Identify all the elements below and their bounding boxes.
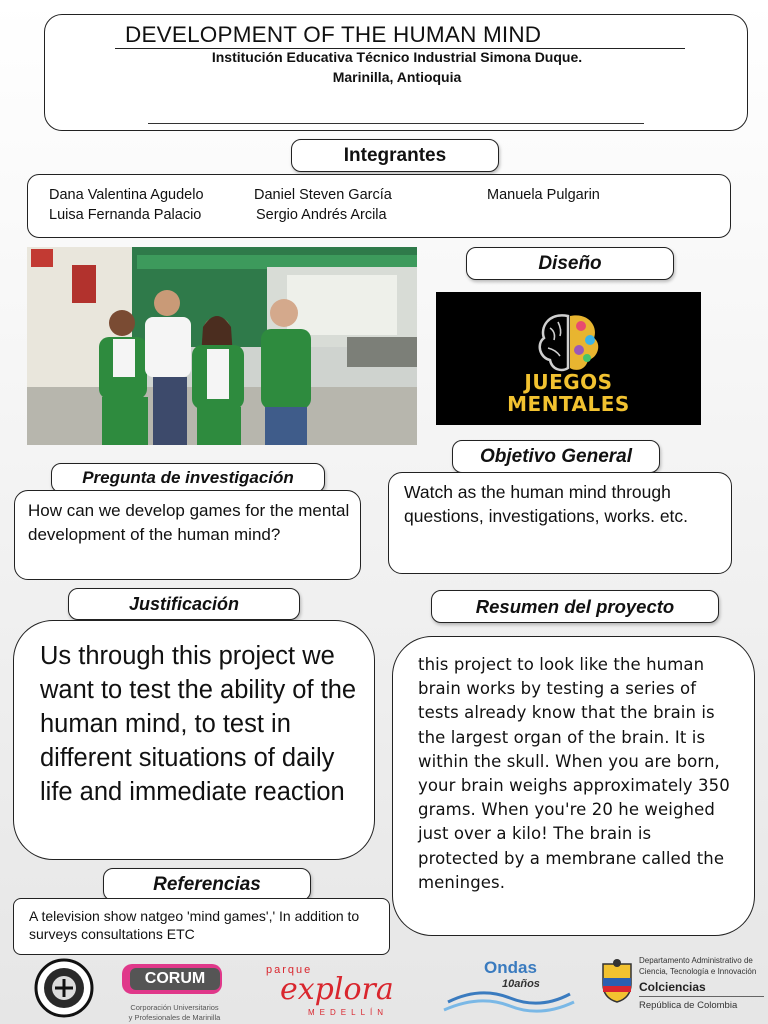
corum-subtitle: Corporación Universitarios <box>130 1003 219 1012</box>
member-name: Daniel Steven García <box>254 187 392 203</box>
republica-text: República de Colombia <box>639 1000 738 1011</box>
members-box <box>27 174 731 238</box>
colciencias-text: Colciencias <box>639 980 706 994</box>
logo-text-mentales: MENTALES <box>507 392 630 416</box>
member-name: Luisa Fernanda Palacio <box>49 207 202 223</box>
team-photo <box>27 247 417 445</box>
justificacion-heading: Justificación <box>68 588 300 620</box>
colciencias-logo <box>597 956 768 1022</box>
objetivo-text: Watch as the human mind through questions, investigations, works. etc. <box>404 482 689 526</box>
ondas-years-text: 10años <box>502 978 540 990</box>
institution-location: Marinilla, Antioquia <box>332 69 462 85</box>
pregunta-text: How can we develop games for the mental development of the human mind? <box>28 501 350 544</box>
institution-name: Institución Educativa Técnico Industrial Simona Duque. <box>211 49 583 65</box>
justificacion-text: Us through this project we want to test the ability of the human mind, to test in different situations of daily life and immediate reaction <box>40 642 357 806</box>
juegos-mentales-logo <box>436 292 701 425</box>
corum-logo <box>112 960 237 1024</box>
member-name: Dana Valentina Agudelo <box>49 187 204 203</box>
corum-logo-text: CORUM <box>130 968 220 990</box>
resumen-box <box>392 636 755 936</box>
parque-explora-logo <box>258 960 433 1022</box>
medellin-text: MEDELLÍN <box>308 1008 389 1017</box>
objetivo-box <box>388 472 732 574</box>
pregunta-heading: Pregunta de investigación <box>51 463 325 493</box>
school-seal-logo <box>33 958 95 1018</box>
logo-text-juegos: JUEGOS <box>524 370 613 394</box>
diseno-heading: Diseño <box>466 247 674 280</box>
member-name: Manuela Pulgarin <box>487 187 600 203</box>
referencias-text: A television show natgeo 'mind games',' In addition to surveys consultations ETC <box>29 908 360 942</box>
brain-icon <box>540 315 599 370</box>
colciencias-dept-text: Departamento Administrativo de <box>639 956 753 965</box>
referencias-box <box>13 898 390 955</box>
poster-title: DEVELOPMENT OF THE HUMAN MIND <box>115 22 685 49</box>
ondas-text: Ondas <box>484 958 537 977</box>
resumen-heading: Resumen del proyecto <box>431 590 719 623</box>
header-box <box>44 14 748 131</box>
parque-text: parque <box>266 964 313 976</box>
integrantes-heading: Integrantes <box>291 139 499 172</box>
objetivo-heading: Objetivo General <box>452 440 660 473</box>
member-name: Sergio Andrés Arcila <box>256 207 387 223</box>
explora-text: explora <box>280 972 394 1007</box>
header-divider <box>148 123 644 124</box>
corum-subtitle: y Profesionales de Marinilla <box>128 1013 221 1022</box>
referencias-heading: Referencias <box>103 868 311 901</box>
ondas-logo <box>440 958 580 1022</box>
justificacion-box <box>13 620 375 860</box>
colciencias-dept-text: Ciencia, Tecnología e Innovación <box>639 967 757 976</box>
resumen-text: this project to look like the human brain works by testing a series of tests already know that the brain is the largest organ of the brain. It is within the skull. When you are born, your brain weighs approximately 350 grams. When you're 20 he weighed just over a kilo! The brain is protected by a membrane called the meninges. <box>418 655 730 892</box>
pregunta-box <box>14 490 361 580</box>
